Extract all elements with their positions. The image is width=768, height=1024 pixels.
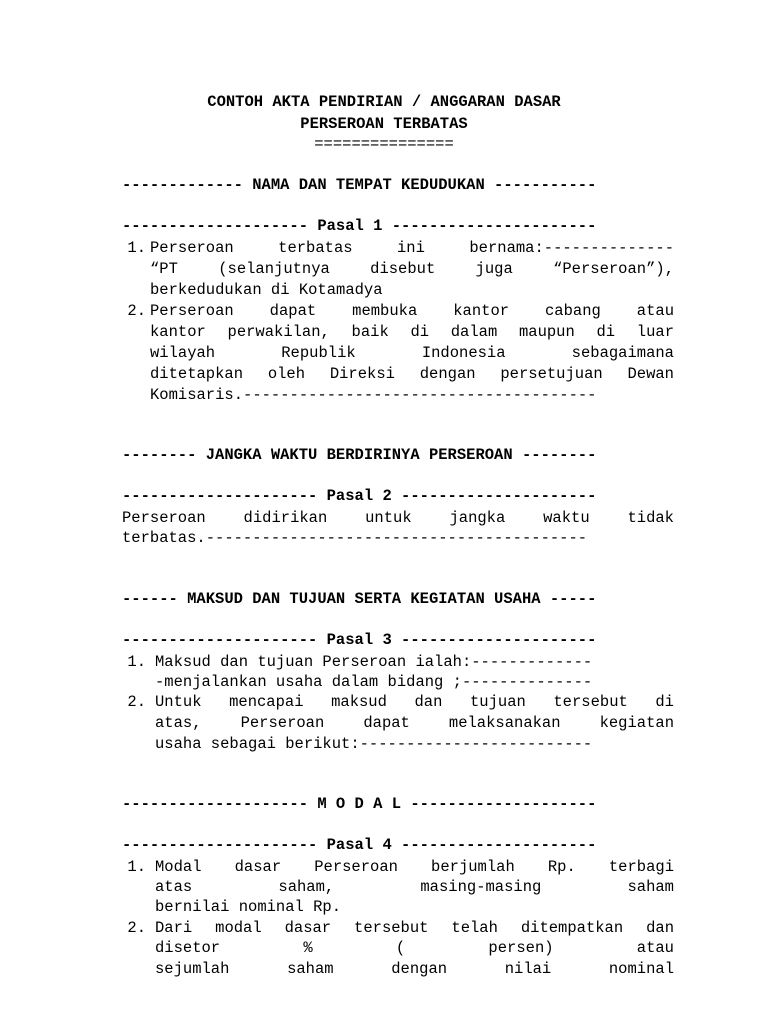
list-number: 2. bbox=[127, 302, 146, 320]
pasal-heading: --------------------- Pasal 3 --------------------- bbox=[122, 631, 597, 649]
list-line: wilayah Republik Indonesia sebagaimana bbox=[150, 344, 674, 362]
list-line: -menjalankan usaha dalam bidang ;-------------- bbox=[155, 673, 593, 691]
section-heading: ------------- NAMA DAN TEMPAT KEDUDUKAN ----------- bbox=[122, 176, 597, 194]
body-line: terbatas.----------------------------------------- bbox=[122, 529, 588, 547]
list-line: kantor perwakilan, baik di dalam maupun di luar bbox=[150, 323, 674, 341]
list-line: Komisaris.-------------------------------------- bbox=[150, 386, 597, 404]
title-underline: =============== bbox=[314, 135, 454, 153]
list-line: bernilai nominal Rp. bbox=[155, 898, 342, 916]
list-number: 1. bbox=[127, 653, 146, 671]
list-line: Untuk mencapai maksud dan tujuan tersebut di bbox=[155, 693, 674, 711]
body-line: Perseroan didirikan untuk jangka waktu tidak bbox=[122, 509, 674, 527]
list-number: 2. bbox=[127, 919, 146, 937]
list-line: ditetapkan oleh Direksi dengan persetujuan Dewan bbox=[150, 365, 674, 383]
pasal-heading: -------------------- Pasal 1 ---------------------- bbox=[122, 217, 597, 235]
list-line: berkedudukan di Kotamadya bbox=[150, 281, 383, 299]
list-line: Dari modal dasar tersebut telah ditempatkan dan bbox=[155, 919, 674, 937]
list-number: 1. bbox=[127, 858, 146, 876]
pasal-heading: --------------------- Pasal 4 --------------------- bbox=[122, 836, 597, 854]
list-line: usaha sebagai berikut:------------------------- bbox=[155, 735, 593, 753]
document-title: CONTOH AKTA PENDIRIAN / ANGGARAN DASAR bbox=[207, 93, 561, 111]
list-line: Perseroan dapat membuka kantor cabang atau bbox=[150, 302, 674, 320]
list-line: Maksud dan tujuan Perseroan ialah:------------- bbox=[155, 653, 593, 671]
list-number: 1. bbox=[127, 239, 146, 257]
list-line: “PT (selanjutnya disebut juga “Perseroan”), bbox=[150, 260, 674, 278]
section-heading: ------ MAKSUD DAN TUJUAN SERTA KEGIATAN USAHA ----- bbox=[122, 590, 597, 608]
list-line: disetor % ( persen) atau bbox=[155, 939, 674, 957]
section-heading: -------- JANGKA WAKTU BERDIRINYA PERSEROAN -------- bbox=[122, 446, 597, 464]
list-line: atas saham, masing-masing saham bbox=[155, 878, 674, 896]
list-line: Perseroan terbatas ini bernama:-------------- bbox=[150, 239, 674, 257]
pasal-heading: --------------------- Pasal 2 --------------------- bbox=[122, 487, 597, 505]
list-line: sejumlah saham dengan nilai nominal bbox=[155, 960, 674, 978]
list-number: 2. bbox=[127, 693, 146, 711]
list-line: atas, Perseroan dapat melaksanakan kegiatan bbox=[155, 714, 674, 732]
document-subtitle: PERSEROAN TERBATAS bbox=[300, 115, 468, 133]
section-heading: -------------------- M O D A L -------------------- bbox=[122, 795, 597, 813]
list-line: Modal dasar Perseroan berjumlah Rp. terbagi bbox=[155, 858, 674, 876]
